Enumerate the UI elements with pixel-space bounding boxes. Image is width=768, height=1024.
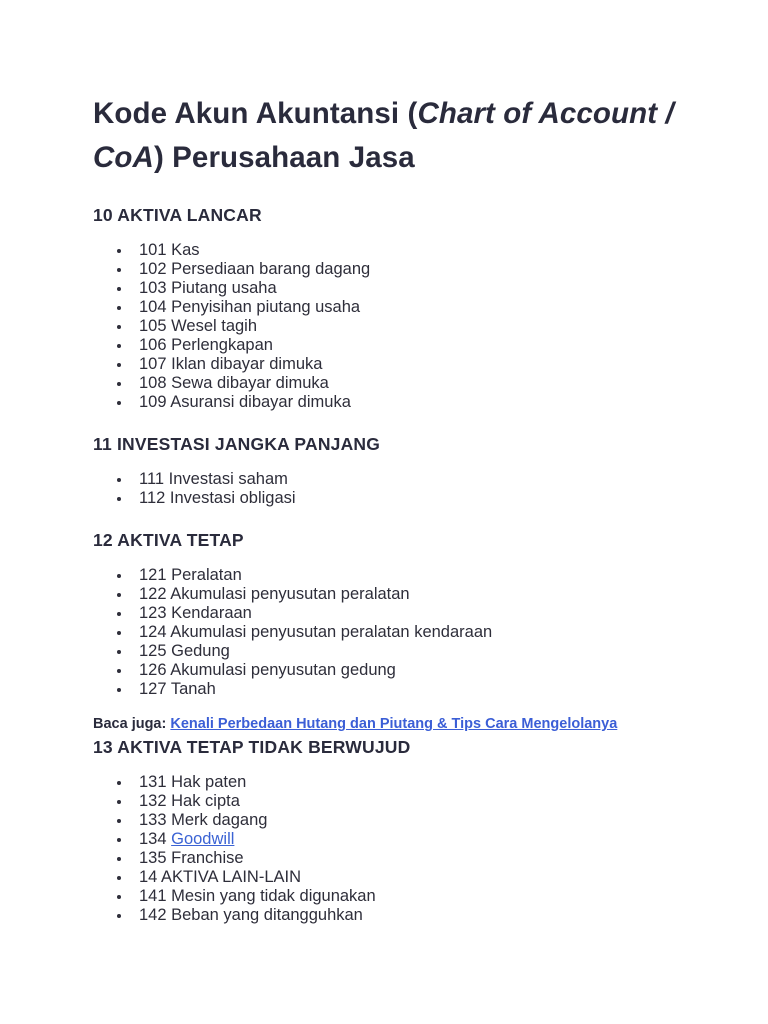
- list-item: 132 Hak cipta: [139, 792, 733, 811]
- title-italic: Chart of Account / CoA: [93, 97, 674, 174]
- list-item: 122 Akumulasi penyusutan peralatan: [139, 585, 733, 604]
- list-item: 141 Mesin yang tidak digunakan: [139, 887, 733, 906]
- section-heading-aktiva-tetap-tidak-berwujud: 13 AKTIVA TETAP TIDAK BERWUJUD: [93, 737, 411, 757]
- list-item: 107 Iklan dibayar dimuka: [139, 355, 733, 374]
- list-item: 126 Akumulasi penyusutan gedung: [139, 661, 733, 680]
- list-item: 108 Sewa dibayar dimuka: [139, 374, 733, 393]
- list-item: 103 Piutang usaha: [139, 279, 733, 298]
- section-heading-investasi-jangka-panjang: 11 INVESTASI JANGKA PANJANG: [93, 434, 381, 454]
- list-item: 104 Penyisihan piutang usaha: [139, 298, 733, 317]
- list-item: [139, 830, 733, 849]
- list-item: 124 Akumulasi penyusutan peralatan kendaraan: [139, 623, 733, 642]
- goodwill-link[interactable]: Goodwill: [171, 830, 235, 848]
- list-item: 127 Tanah: [139, 680, 733, 699]
- list-item: 133 Merk dagang: [139, 811, 733, 830]
- list-item: 135 Franchise: [139, 849, 733, 868]
- list-item: 102 Persediaan barang dagang: [139, 260, 733, 279]
- title-prefix: Kode Akun Akuntansi (: [93, 97, 418, 130]
- list-item: 121 Peralatan: [139, 566, 733, 585]
- list-item: 112 Investasi obligasi: [139, 489, 733, 508]
- title-suffix: ) Perusahaan Jasa: [153, 141, 415, 174]
- page-title: [93, 92, 733, 180]
- list-item: 101 Kas: [139, 241, 733, 260]
- article-content: [93, 92, 733, 925]
- list-item: 14 AKTIVA LAIN-LAIN: [139, 868, 733, 887]
- read-also-link[interactable]: Kenali Perbedaan Hutang dan Piutang & Tips Cara Mengelolanya: [170, 716, 618, 732]
- list-item: 106 Perlengkapan: [139, 336, 733, 355]
- list-aktiva-tetap: [93, 566, 733, 699]
- list-item: 105 Wesel tagih: [139, 317, 733, 336]
- list-item-prefix: 134: [139, 830, 172, 848]
- list-investasi-jangka-panjang: [93, 470, 733, 508]
- list-item: 142 Beban yang ditangguhkan: [139, 906, 733, 925]
- section-heading-aktiva-lancar: 10 AKTIVA LANCAR: [93, 205, 262, 225]
- list-item: 109 Asuransi dibayar dimuka: [139, 393, 733, 412]
- list-aktiva-lancar: [93, 241, 733, 412]
- list-item: 111 Investasi saham: [139, 470, 733, 489]
- list-aktiva-tetap-tidak-berwujud: [93, 773, 733, 925]
- list-item: 125 Gedung: [139, 642, 733, 661]
- section-heading-aktiva-tetap: 12 AKTIVA TETAP: [93, 530, 244, 550]
- read-also: [93, 714, 733, 734]
- read-also-label: Baca juga:: [93, 716, 167, 732]
- list-item: 123 Kendaraan: [139, 604, 733, 623]
- list-item: 131 Hak paten: [139, 773, 733, 792]
